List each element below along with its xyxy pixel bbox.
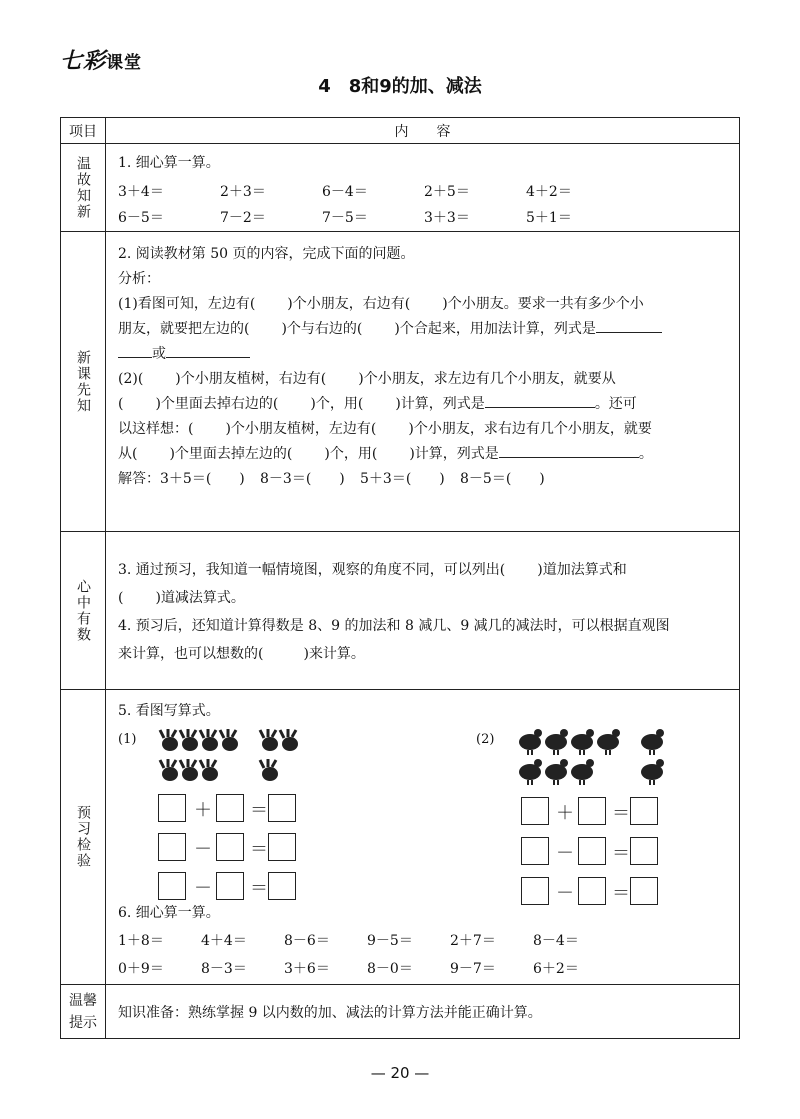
chicken-icon: [545, 729, 568, 755]
minus-sign: －: [556, 843, 574, 864]
logo-sub: 课堂: [106, 53, 143, 73]
text: 以这样想：(: [118, 421, 194, 437]
text: )个小朋友植树，左边有(: [225, 421, 377, 437]
table-header: [61, 118, 739, 143]
equals-sign: ＝: [250, 878, 268, 899]
text: )道减法算式。: [155, 590, 245, 606]
turnip-icon: [160, 759, 178, 781]
text: )个小朋友，求右边有几个小朋友，就要: [408, 421, 652, 437]
text: )来计算。: [303, 646, 365, 662]
turnip-picture: [156, 728, 316, 788]
review-eq: 2＋5＝: [424, 184, 470, 200]
turnip-icon: [200, 729, 218, 751]
text: 。: [638, 446, 653, 462]
text: (: [118, 590, 124, 606]
tip-label: 温馨提示: [69, 992, 97, 1031]
equals-sign: ＝: [250, 839, 268, 860]
text: )个，用(: [310, 396, 364, 412]
review-heading: 1. 细心算一算。: [118, 155, 220, 171]
text: 或: [152, 346, 166, 362]
text: )计算，列式是: [395, 396, 485, 412]
section-label-check: 预习检验: [61, 690, 106, 984]
turnip-icon: [160, 729, 178, 751]
calc-eq: 8－4＝: [533, 933, 579, 949]
review-eq: 5＋1＝: [526, 210, 572, 226]
text: )个小朋友植树，右边有(: [175, 371, 327, 387]
text: )个里面去掉右边的(: [155, 396, 279, 412]
plus-sign: ＋: [556, 803, 574, 824]
answer-line: [499, 443, 639, 458]
answer-box[interactable]: [630, 877, 658, 905]
review-eq: 7－5＝: [322, 210, 368, 226]
chicken-icon: [519, 759, 542, 785]
section-label-preview: 新课先知: [61, 232, 106, 531]
answer-line: [118, 343, 152, 358]
answer-box[interactable]: [216, 833, 244, 861]
section-check: [61, 689, 739, 984]
text: )个里面去掉左边的(: [169, 446, 293, 462]
answer-eq: 5＋3＝( ): [360, 471, 445, 487]
text: (: [118, 396, 124, 412]
text: 3. 通过预习，我知道一幅情境图，观察的角度不同，可以列出(: [118, 562, 506, 578]
calc-eq: 6＋2＝: [533, 961, 579, 977]
calc-eq: 4＋4＝: [201, 933, 247, 949]
review-eq: 4＋2＝: [526, 184, 572, 200]
calc-eq: 9－7＝: [450, 961, 496, 977]
calc-eq: 0＋9＝: [118, 961, 164, 977]
figure-1-label: (1): [118, 732, 137, 747]
text: 来计算，也可以想数的(: [118, 646, 264, 662]
minus-sign: －: [194, 839, 212, 860]
text: 朋友，就要把左边的(: [118, 321, 250, 337]
answer-box[interactable]: [578, 797, 606, 825]
answer-box[interactable]: [578, 877, 606, 905]
turnip-icon: [260, 759, 278, 781]
chicken-icon: [519, 729, 542, 755]
answer-box[interactable]: [521, 877, 549, 905]
answer-box[interactable]: [268, 833, 296, 861]
section-label-tip: [61, 985, 106, 1038]
equals-sign: ＝: [612, 803, 630, 824]
section-insight: [61, 531, 739, 689]
text: )个合起来，用加法计算，列式是: [394, 321, 596, 337]
answer-label: 解答：: [118, 471, 160, 487]
text: )个小朋友。要求一共有多少个小: [442, 296, 644, 312]
turnip-icon: [200, 759, 218, 781]
answer-line: [485, 393, 595, 408]
equals-sign: ＝: [612, 843, 630, 864]
text: )个小朋友，右边有(: [287, 296, 411, 312]
text: (2)(: [118, 371, 144, 387]
answer-box[interactable]: [521, 837, 549, 865]
review-eq: 6－5＝: [118, 210, 164, 226]
turnip-icon: [260, 729, 278, 751]
answer-box[interactable]: [268, 872, 296, 900]
answer-line: [166, 343, 250, 358]
q6-heading: 6. 细心算一算。: [118, 905, 220, 921]
chicken-icon: [571, 759, 594, 785]
section-label-review: 温故知新: [61, 144, 106, 231]
review-eq: 7－2＝: [220, 210, 266, 226]
turnip-icon: [180, 759, 198, 781]
answer-eq: 3＋5＝( ): [160, 471, 245, 487]
chicken-icon: [597, 729, 620, 755]
text: )个小朋友，求左边有几个小朋友，就要从: [358, 371, 616, 387]
review-eq: 6－4＝: [322, 184, 368, 200]
page-title: 4 8和9的加、减法: [318, 76, 482, 97]
answer-box[interactable]: [268, 794, 296, 822]
review-eq: 2＋3＝: [220, 184, 266, 200]
section-label-insight: 心中有数: [61, 532, 106, 689]
calc-eq: 1＋8＝: [118, 933, 164, 949]
text: 从(: [118, 446, 138, 462]
calc-eq: 8－0＝: [367, 961, 413, 977]
turnip-icon: [180, 729, 198, 751]
text: 4. 预习后，还知道计算得数是 8、9 的加法和 8 减几、9 减几的减法时，可以根据直观图: [118, 618, 670, 634]
answer-line: [596, 318, 662, 333]
header-col-item: 项目: [61, 118, 106, 143]
equals-sign: ＝: [612, 883, 630, 904]
figure-2-label: (2): [476, 732, 495, 747]
equals-sign: ＝: [250, 800, 268, 821]
logo-main: 七彩: [60, 49, 107, 74]
answer-eq: 8－5＝( ): [460, 471, 545, 487]
chicken-icon: [641, 759, 664, 785]
turnip-icon: [220, 729, 238, 751]
insight-text: [118, 556, 729, 668]
turnip-icon: [280, 729, 298, 751]
answer-box[interactable]: [630, 797, 658, 825]
chicken-icon: [545, 759, 568, 785]
answer-box[interactable]: [158, 794, 186, 822]
calc-eq: 9－5＝: [367, 933, 413, 949]
analysis-label: 分析：: [118, 271, 160, 287]
section-review: [61, 143, 739, 231]
minus-sign: －: [556, 883, 574, 904]
answer-box[interactable]: [158, 872, 186, 900]
text: )个与右边的(: [281, 321, 363, 337]
review-eq: 3＋4＝: [118, 184, 164, 200]
page-number: — 20 —: [370, 1064, 430, 1082]
section-preview: [61, 231, 739, 531]
text: (1)看图可知，左边有(: [118, 296, 256, 312]
calc-eq: 8－3＝: [201, 961, 247, 977]
calc-eq: 8－6＝: [284, 933, 330, 949]
answer-eq: 8－3＝( ): [260, 471, 345, 487]
review-eq: 3＋3＝: [424, 210, 470, 226]
minus-sign: －: [194, 878, 212, 899]
header-col-content: 内 容: [394, 123, 451, 140]
tip-text: 知识准备：熟练掌握 9 以内数的加、减法的计算方法并能正确计算。: [118, 1004, 542, 1021]
answer-box[interactable]: [158, 833, 186, 861]
chicken-picture: [516, 726, 676, 788]
text: 。还可: [594, 396, 637, 412]
text: )计算，列式是: [409, 446, 499, 462]
lesson-table: [60, 117, 740, 1039]
chicken-icon: [571, 729, 594, 755]
preview-text: [118, 242, 729, 492]
chicken-icon: [641, 729, 664, 755]
answer-box[interactable]: [630, 837, 658, 865]
brand-logo: [60, 44, 142, 75]
preview-heading: 2. 阅读教材第 50 页的内容，完成下面的问题。: [118, 246, 415, 262]
answer-box[interactable]: [216, 794, 244, 822]
q5-heading: 5. 看图写算式。: [118, 703, 220, 719]
text: )道加法算式和: [537, 562, 627, 578]
plus-sign: ＋: [194, 800, 212, 821]
calc-eq: 3＋6＝: [284, 961, 330, 977]
calc-eq: 2＋7＝: [450, 933, 496, 949]
answer-box[interactable]: [216, 872, 244, 900]
text: )个，用(: [324, 446, 378, 462]
section-tip: [61, 984, 739, 1038]
answer-box[interactable]: [578, 837, 606, 865]
answer-box[interactable]: [521, 797, 549, 825]
